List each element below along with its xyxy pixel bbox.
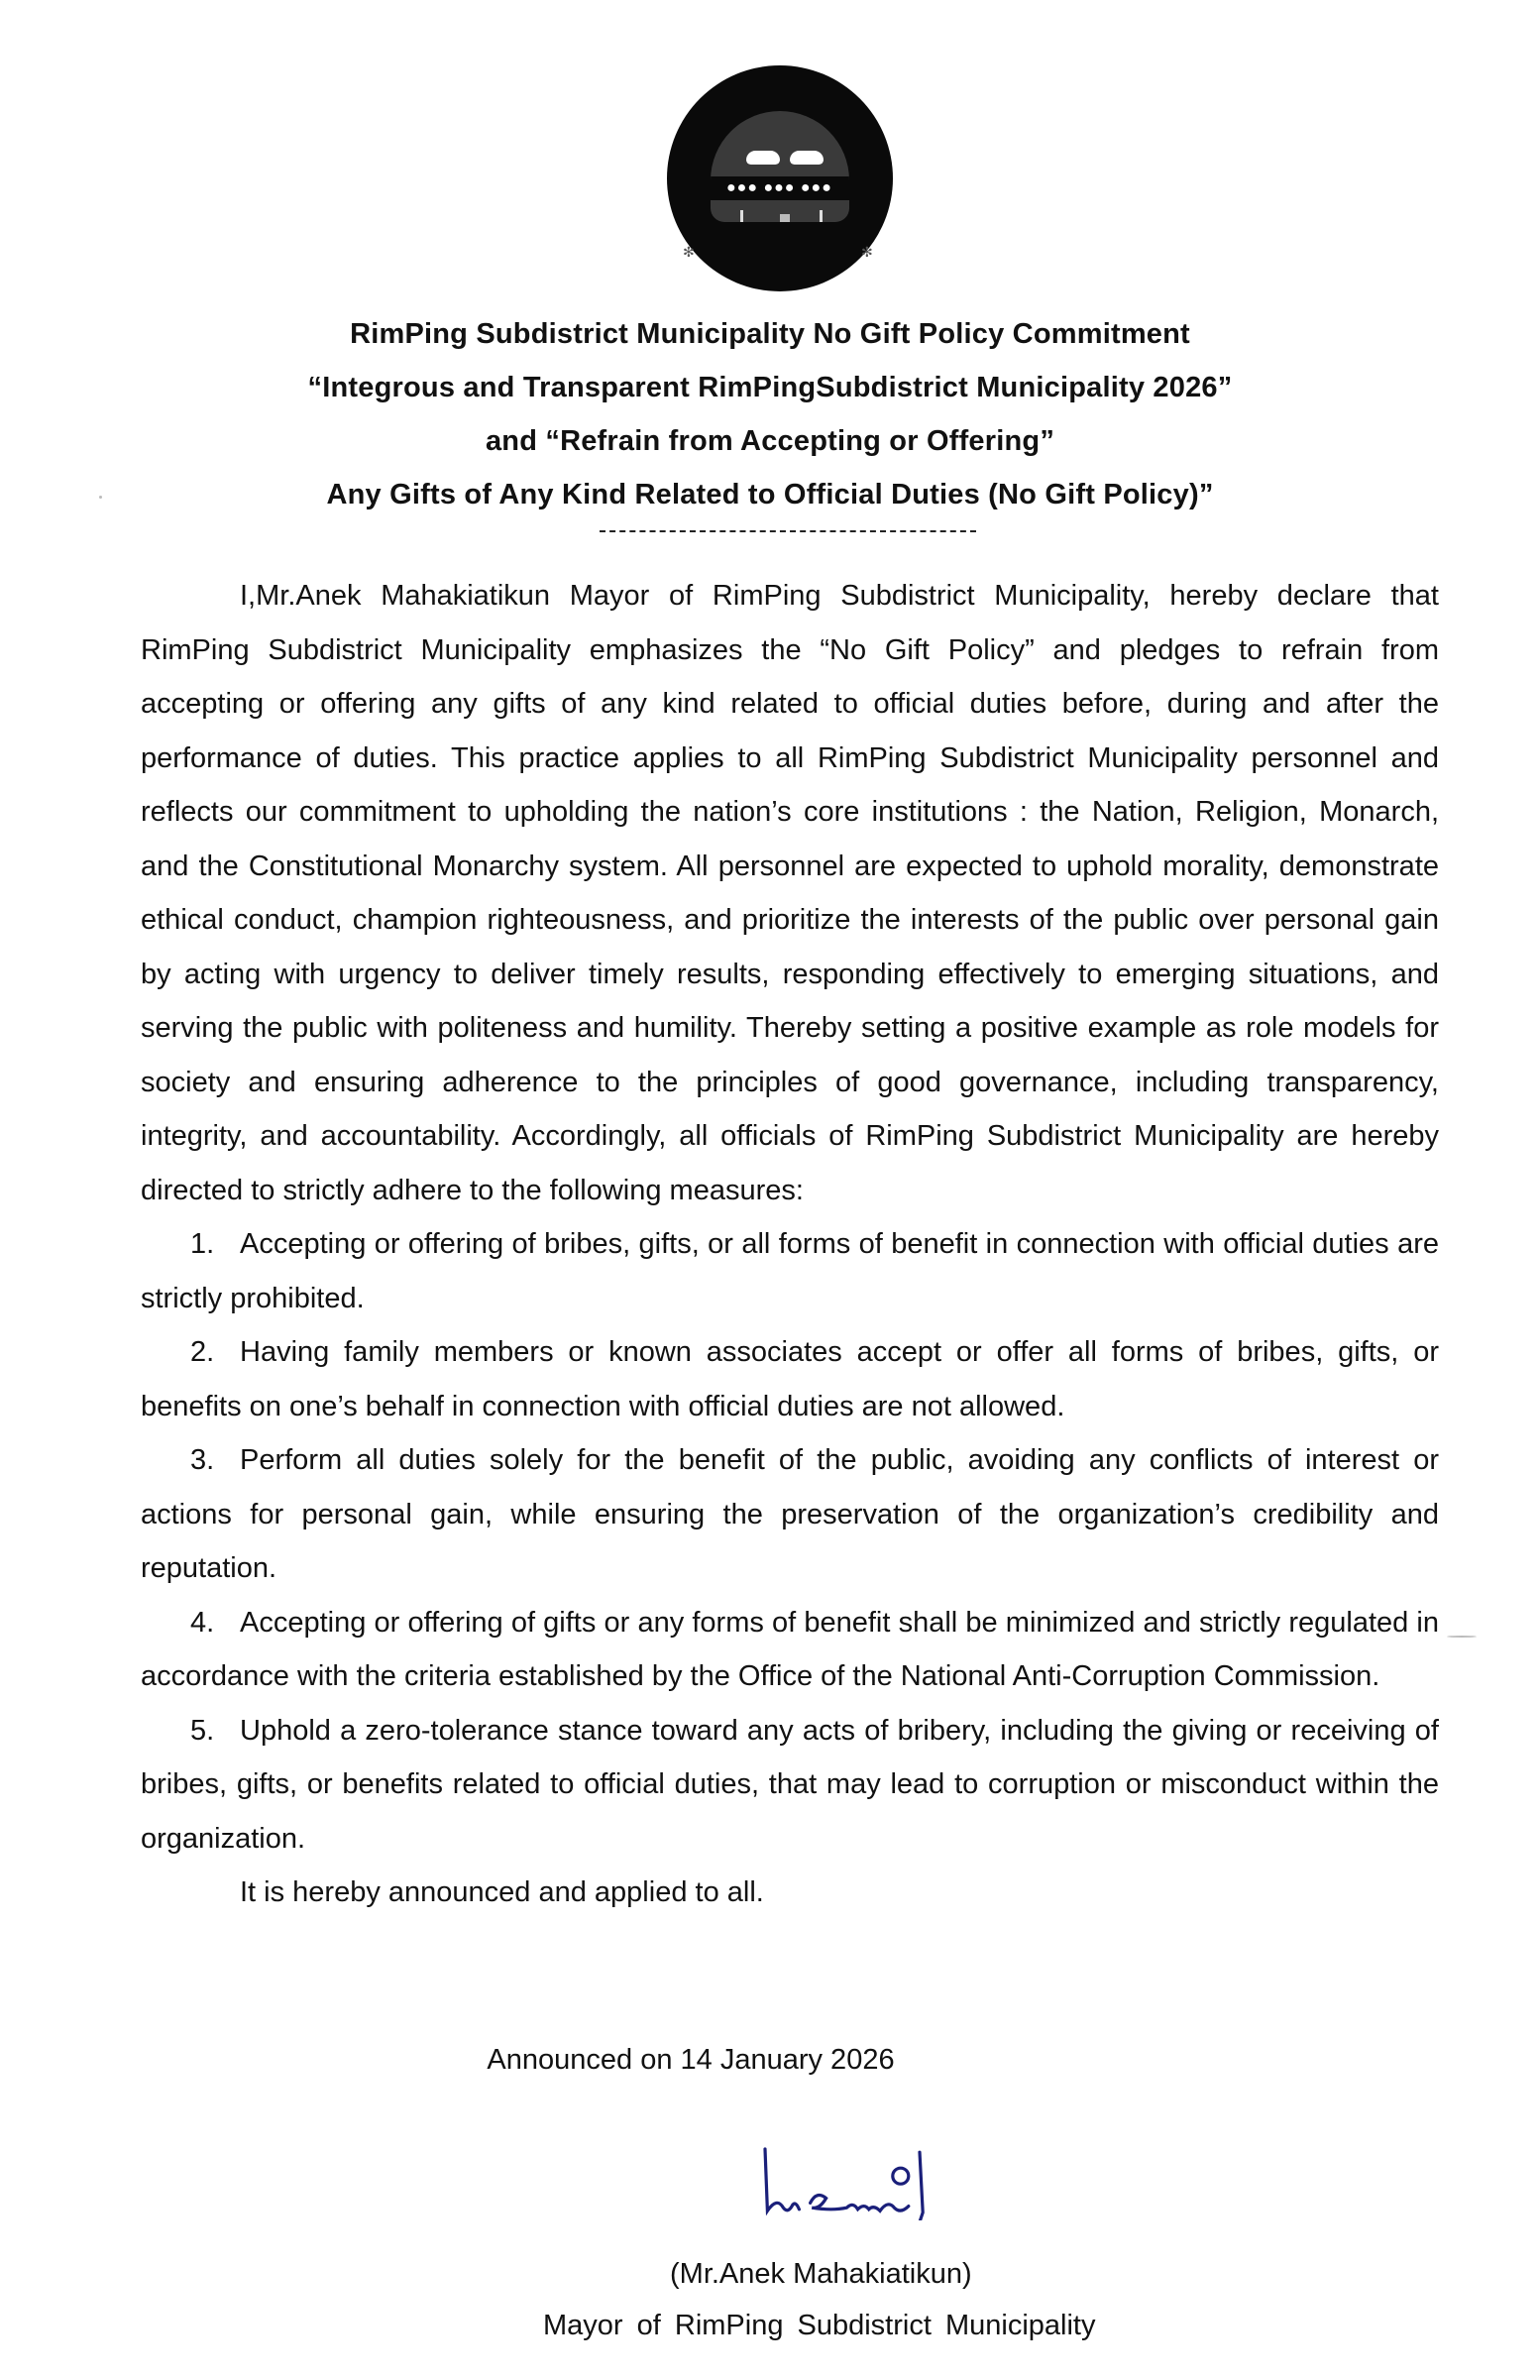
measure-item: 3. Perform all duties solely for the benefit of the public, avoiding any conflicts of interest or actions for personal gain, while ensuring the preservation of the organization’s credibility and reputation. <box>141 1444 1439 1584</box>
measure-item: 1. Accepting or offering of bribes, gifts, or all forms of benefit in connection with official duties are strictly prohibited. <box>141 1228 1439 1314</box>
ornament-icon: ✻ <box>683 244 695 260</box>
municipality-seal-logo <box>667 65 893 291</box>
document-title <box>0 307 1540 521</box>
intro-paragraph: I,Mr.Anek Mahakiatikun Mayor of RimPing Subdistrict Municipality, hereby declare that RimPing Subdistrict Municipality emphasizes the “No Gift Policy” and pledges to refrain from accepting or offering any gifts of any kind related to official duties before, during and after the performance of duties. This practice applies to all RimPing Subdistrict Municipality personnel and reflects our commitment to upholding the nation’s core institutions : the Nation, Religion, Monarch, and the Constitutional Monarchy system. All personnel are expected to uphold morality, demonstrate ethical conduct, champion righteousness, and prioritize the interests of the public over personal gain by acting with urgency to deliver timely results, responding effectively to emerging situations, and serving the public with politeness and humility. Thereby setting a positive example as role models for society and ensuring adherence to the principles of good governance, including transparency, integrity, and accountability. Accordingly, all officials of RimPing Subdistrict Municipality are hereby directed to strictly adhere to the following measures: <box>141 580 1439 1206</box>
closing-statement: It is hereby announced and applied to all. <box>240 1876 764 1908</box>
measure-item: 4. Accepting or offering of gifts or any forms of benefit shall be minimized and strictly regulated in accordance with the criteria established by the Office of the National Anti-Corruption Commission. <box>141 1606 1439 1692</box>
ornament-icon: ✻ <box>861 244 873 260</box>
signatory-position: Mayor of RimPing Subdistrict Municipality <box>543 2310 1096 2341</box>
title-separator <box>600 530 976 532</box>
title-line-1: RimPing Subdistrict Municipality No Gift Policy Commitment <box>350 318 1190 350</box>
cloud-icon <box>790 151 824 165</box>
signatory-name: (Mr.Anek Mahakiatikun) <box>670 2258 972 2290</box>
cloud-icon <box>746 151 780 165</box>
seal-emblem <box>711 111 849 222</box>
document-body <box>141 569 1439 1920</box>
dots-decoration: ●●● ●●● ●●● <box>726 179 832 196</box>
announcement-date: Announced on 14 January 2026 <box>487 2044 895 2076</box>
measure-item: 2. Having family members or known associates accept or offer all forms of bribes, gifts, or benefits on one’s behalf in connection with official duties are not allowed. <box>141 1336 1439 1422</box>
title-line-2: “Integrous and Transparent RimPingSubdistrict Municipality 2026” <box>307 372 1233 403</box>
title-line-4: Any Gifts of Any Kind Related to Official Duties (No Gift Policy)” <box>326 479 1214 510</box>
title-line-3: and “Refrain from Accepting or Offering” <box>485 425 1055 457</box>
handwritten-signature <box>733 2141 1011 2220</box>
measure-item: 5. Uphold a zero-tolerance stance toward any acts of bribery, including the giving or receiving of bribes, gifts, or benefits related to official duties, that may lead to corruption or misconduct within the organization. <box>141 1714 1439 1855</box>
